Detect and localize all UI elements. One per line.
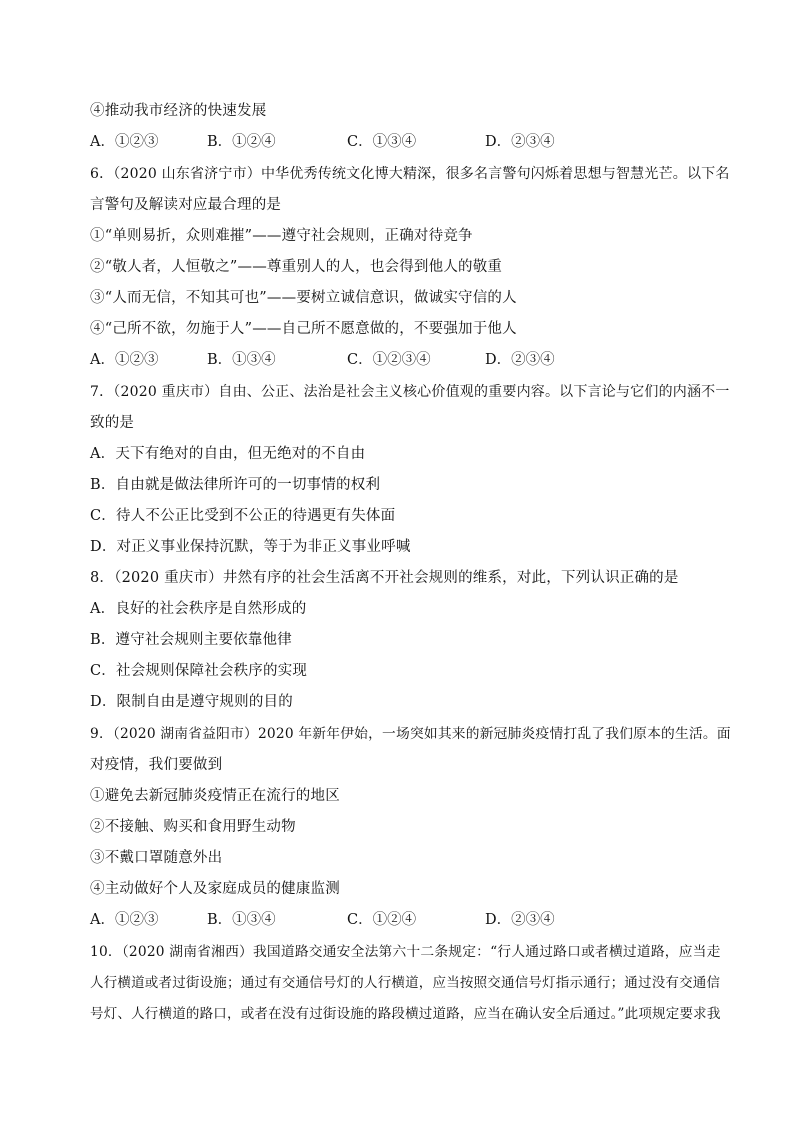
q8-stem: 8．（2020 重庆市）井然有序的社会生活离不开社会规则的维系，对此，下列认识正确的是 [90,570,679,586]
q8-option-b: B．遵守社会规则主要依靠他律 [90,632,292,648]
q10-stem-line-3: 号灯、人行横道的路口，或者在没有过街设施的路段横过道路，应当在确认安全后通过。”此项规定要求我 [90,1006,721,1022]
option-b: B．①②④ [207,134,276,150]
q7-option-c: C．待人不公正比受到不公正的待遇更有失体面 [90,508,396,524]
option-d: D．②③④ [485,352,555,368]
option-d: D．②③④ [485,912,555,928]
option-b: B．①③④ [207,352,276,368]
option-c: C．①②③④ [347,352,431,368]
q7-option-a: A．天下有绝对的自由，但无绝对的不自由 [90,446,366,462]
q6-stem-line-2: 言警句及解读对应最合理的是 [90,197,282,213]
q7-option-d: D．对正义事业保持沉默，等于为非正义事业呼喊 [90,539,411,555]
q9-item-4: ④主动做好个人及家庭成员的健康监测 [90,881,340,897]
q9-stem-line-1: 9．（2020 湖南省益阳市）2020 年新年伊始，一场突如其来的新冠肺炎疫情打乱了我们原本的生活。面 [90,726,731,742]
q9-item-2: ②不接触、购买和食用野生动物 [90,819,296,835]
q5-item-4: ④推动我市经济的快速发展 [90,103,267,119]
q9-item-3: ③不戴口罩随意外出 [90,850,223,866]
q8-option-d: D．限制自由是遵守规则的目的 [90,694,293,710]
q9-item-1: ①避免去新冠肺炎疫情正在流行的地区 [90,788,340,804]
option-a: A．①②③ [90,134,159,150]
option-b: B．①③④ [207,912,276,928]
q6-item-2: ②“敬人者，人恒敬之”——尊重别人的人，也会得到他人的敬重 [90,259,503,275]
option-c: C．①②④ [347,912,417,928]
option-d: D．②③④ [485,134,555,150]
q6-item-3: ③“人而无信，不知其可也”——要树立诚信意识，做诚实守信的人 [90,290,517,306]
q8-option-a: A．良好的社会秩序是自然形成的 [90,601,307,617]
q7-option-b: B．自由就是做法律所许可的一切事情的权利 [90,477,381,493]
q10-stem-line-2: 人行横道或者过街设施；通过有交通信号灯的人行横道，应当按照交通信号灯指示通行；通过没有交通信 [90,975,721,991]
option-a: A．①②③ [90,352,159,368]
q6-stem-line-1: 6．（2020 山东省济宁市）中华优秀传统文化博大精深，很多名言警句闪烁着思想与智慧光芒。以下名 [90,166,730,182]
q10-stem-line-1: 10．（2020 湖南省湘西）我国道路交通安全法第六十二条规定：“行人通过路口或者横过道路，应当走 [90,944,721,960]
option-c: C．①③④ [347,134,417,150]
option-a: A．①②③ [90,912,159,928]
q8-option-c: C．社会规则保障社会秩序的实现 [90,663,308,679]
q7-stem-line-1: 7．（2020 重庆市）自由、公正、法治是社会主义核心价值观的重要内容。以下言论与它们的内涵不一 [90,384,730,400]
q6-item-4: ④“己所不欲，勿施于人”——自己所不愿意做的，不要强加于他人 [90,321,517,337]
q9-stem-line-2: 对疫情，我们要做到 [90,757,223,773]
q7-stem-line-2: 致的是 [90,415,135,431]
q6-item-1: ①“单则易折，众则难摧”——遵守社会规则，正确对待竞争 [90,228,473,244]
